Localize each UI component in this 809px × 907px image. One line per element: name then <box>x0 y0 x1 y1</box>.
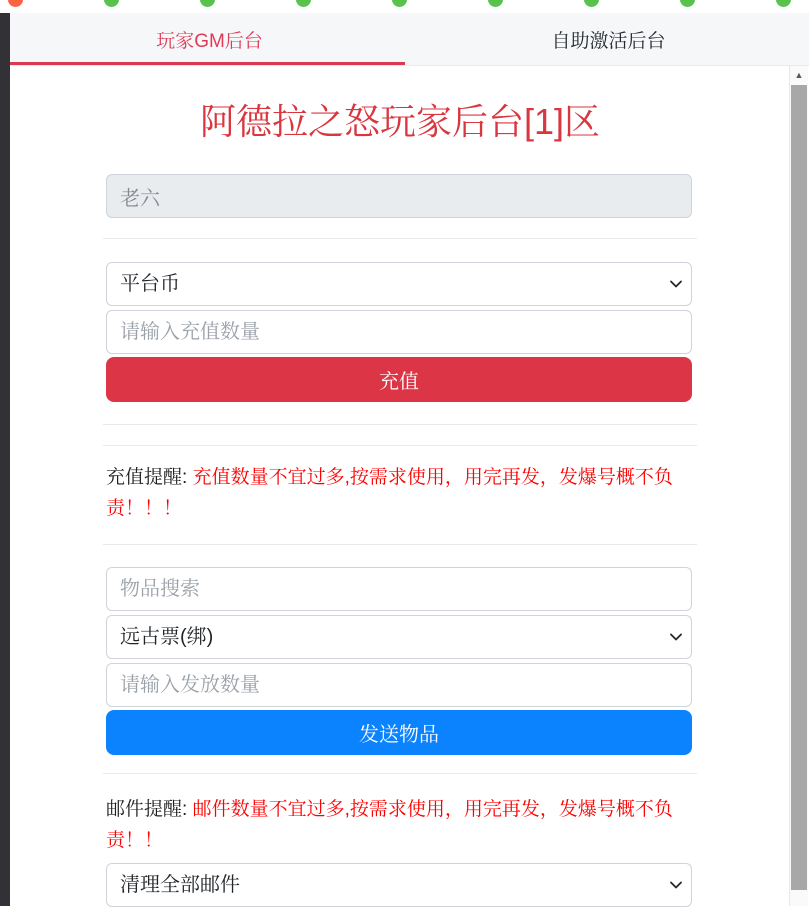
divider <box>103 238 697 239</box>
tab-self-activation-label: 自助激活后台 <box>551 30 666 52</box>
mail-action-select[interactable] <box>106 863 692 907</box>
item-search-input[interactable] <box>106 567 692 611</box>
send-quantity-input[interactable] <box>106 663 692 707</box>
divider <box>103 445 697 446</box>
recharge-reminder-warning: 充值数量不宜过多,按需求使用，用完再发，发爆号概不负责！！！ <box>106 467 673 519</box>
status-dot <box>104 0 119 7</box>
scrollbar[interactable] <box>789 65 808 906</box>
scroll-up-arrow-icon[interactable]: ▲ <box>794 70 804 80</box>
status-dot <box>200 0 215 7</box>
tab-bar <box>10 13 809 66</box>
status-dot <box>392 0 407 7</box>
active-tab-underline <box>10 62 405 65</box>
mail-reminder-warning: 邮件数量不宜过多,按需求使用，用完再发，发爆号概不负责！！ <box>106 799 673 851</box>
recharge-reminder <box>106 462 692 524</box>
top-strip <box>0 0 809 13</box>
recharge-button[interactable]: 充值 <box>106 357 692 402</box>
recharge-reminder-prefix: 充值提醒: <box>106 467 193 488</box>
status-dot <box>296 0 311 7</box>
tab-player-gm[interactable] <box>10 13 409 65</box>
status-dot <box>584 0 599 7</box>
left-edge-strip <box>0 13 10 906</box>
page-title: 阿德拉之怒玩家后台[1]区 <box>199 101 601 142</box>
send-item-button[interactable]: 发送物品 <box>106 710 692 755</box>
mail-reminder-prefix: 邮件提醒: <box>106 799 193 820</box>
divider <box>103 773 697 774</box>
tab-player-gm-label: 玩家GM后台 <box>156 30 263 52</box>
item-select[interactable] <box>106 615 692 659</box>
player-name-input[interactable] <box>106 174 692 218</box>
divider <box>103 544 697 545</box>
recharge-amount-input[interactable] <box>106 310 692 354</box>
status-dot <box>8 0 23 7</box>
mail-reminder <box>106 794 692 856</box>
scrollbar-thumb[interactable] <box>791 85 807 890</box>
status-dot <box>776 0 791 7</box>
status-dot <box>680 0 695 7</box>
divider <box>103 424 697 425</box>
status-dot <box>488 0 503 7</box>
currency-select[interactable] <box>106 262 692 306</box>
tab-self-activation[interactable] <box>409 13 808 65</box>
